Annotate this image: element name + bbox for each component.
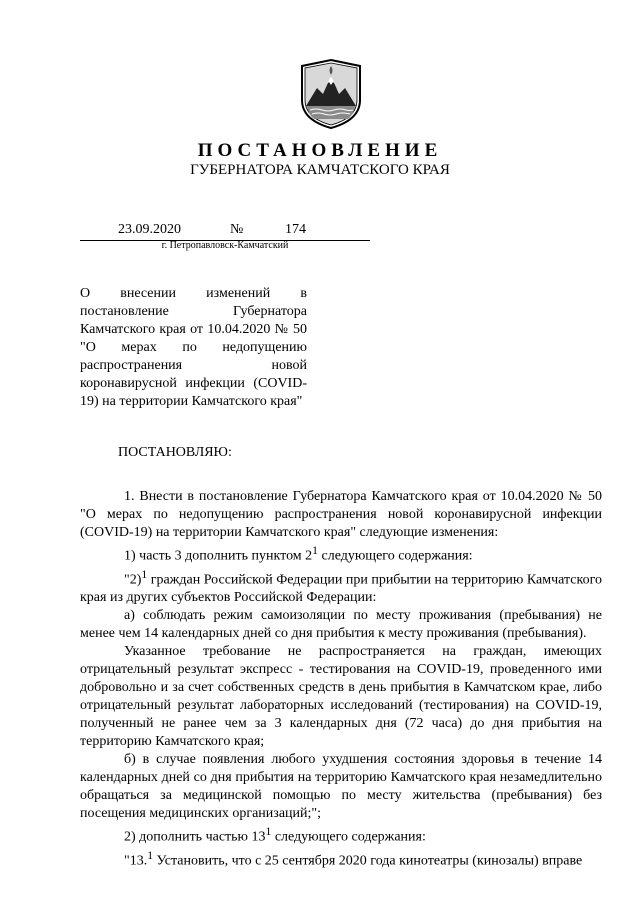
body-paragraph-8: "13.$^1$ Установить, что с 25 сентября 2020 года кинотеатры (кинозалы) вправе: [124, 848, 583, 869]
kamchatka-coat-of-arms-emblem: [298, 58, 364, 130]
document-number: 174: [285, 222, 306, 237]
document-subject: О внесении изменений в постановление Губернатора Камчатского края от 10.04.2020 № 50 "О мерах по недопущению распространения новой коронавирусной инфекции (COVID-19) на территории Камчатского края": [80, 286, 307, 409]
document-city: г. Петропавловск-Камчатский: [161, 240, 289, 251]
body-paragraph-6: б) в случае появления любого ухудшения состояния здоровья в течение 14 календарных дней со дня прибытия на территорию Камчатского края незамедлительно обращаться за медицинской помощью по месту жительства (пребывания) без посещения медицинских организаций;";: [80, 752, 602, 822]
document-number-label: №: [230, 222, 244, 237]
body-paragraph-7: 2) дополнить частью $13^1$ следующего содержания:: [124, 825, 426, 845]
document-date: 23.09.2020: [118, 222, 181, 237]
document-meta-line: [80, 222, 370, 240]
body-paragraph-3: "2)$^1$ граждан Российской Федерации при прибытии на территорию Камчатского края из других субъектов Российской Федерации:: [80, 567, 602, 606]
document-type-title: ПОСТАНОВЛЕНИЕ: [197, 140, 443, 161]
document-body: [80, 488, 602, 871]
body-paragraph-2: 1) часть 3 дополнить пунктом $2^1$ следующего содержания:: [124, 544, 473, 564]
document-preamble: ПОСТАНОВЛЯЮ:: [118, 445, 232, 460]
body-paragraph-5: Указанное требование не распространяется на граждан, имеющих отрицательный результат экспресс - тестирования на COVID-19, проведенного ими добровольно и за счет собственных средств в день прибытия в Камчатском крае, либо отрицательный результат лабораторных исследований (тестирования) на COVID-19, полученный не ранее чем за 3 календарных дня (72 часа) до дня прибытия на территорию Камчатского края;: [80, 644, 602, 750]
body-paragraph-4: а) соблюдать режим самоизоляции по месту проживания (пребывания) не менее чем 14 календарных дней со дня прибытия к месту проживания (пребывания).: [80, 608, 602, 642]
body-paragraph-1: 1. Внести в постановление Губернатора Камчатского края от 10.04.2020 № 50 "О мерах по недопущению распространения новой коронавирусной инфекции (COVID-19) на территории Камчатского края" следующие изменения:: [80, 489, 602, 540]
document-issuer: ГУБЕРНАТОРА КАМЧАТСКОГО КРАЯ: [190, 162, 450, 178]
